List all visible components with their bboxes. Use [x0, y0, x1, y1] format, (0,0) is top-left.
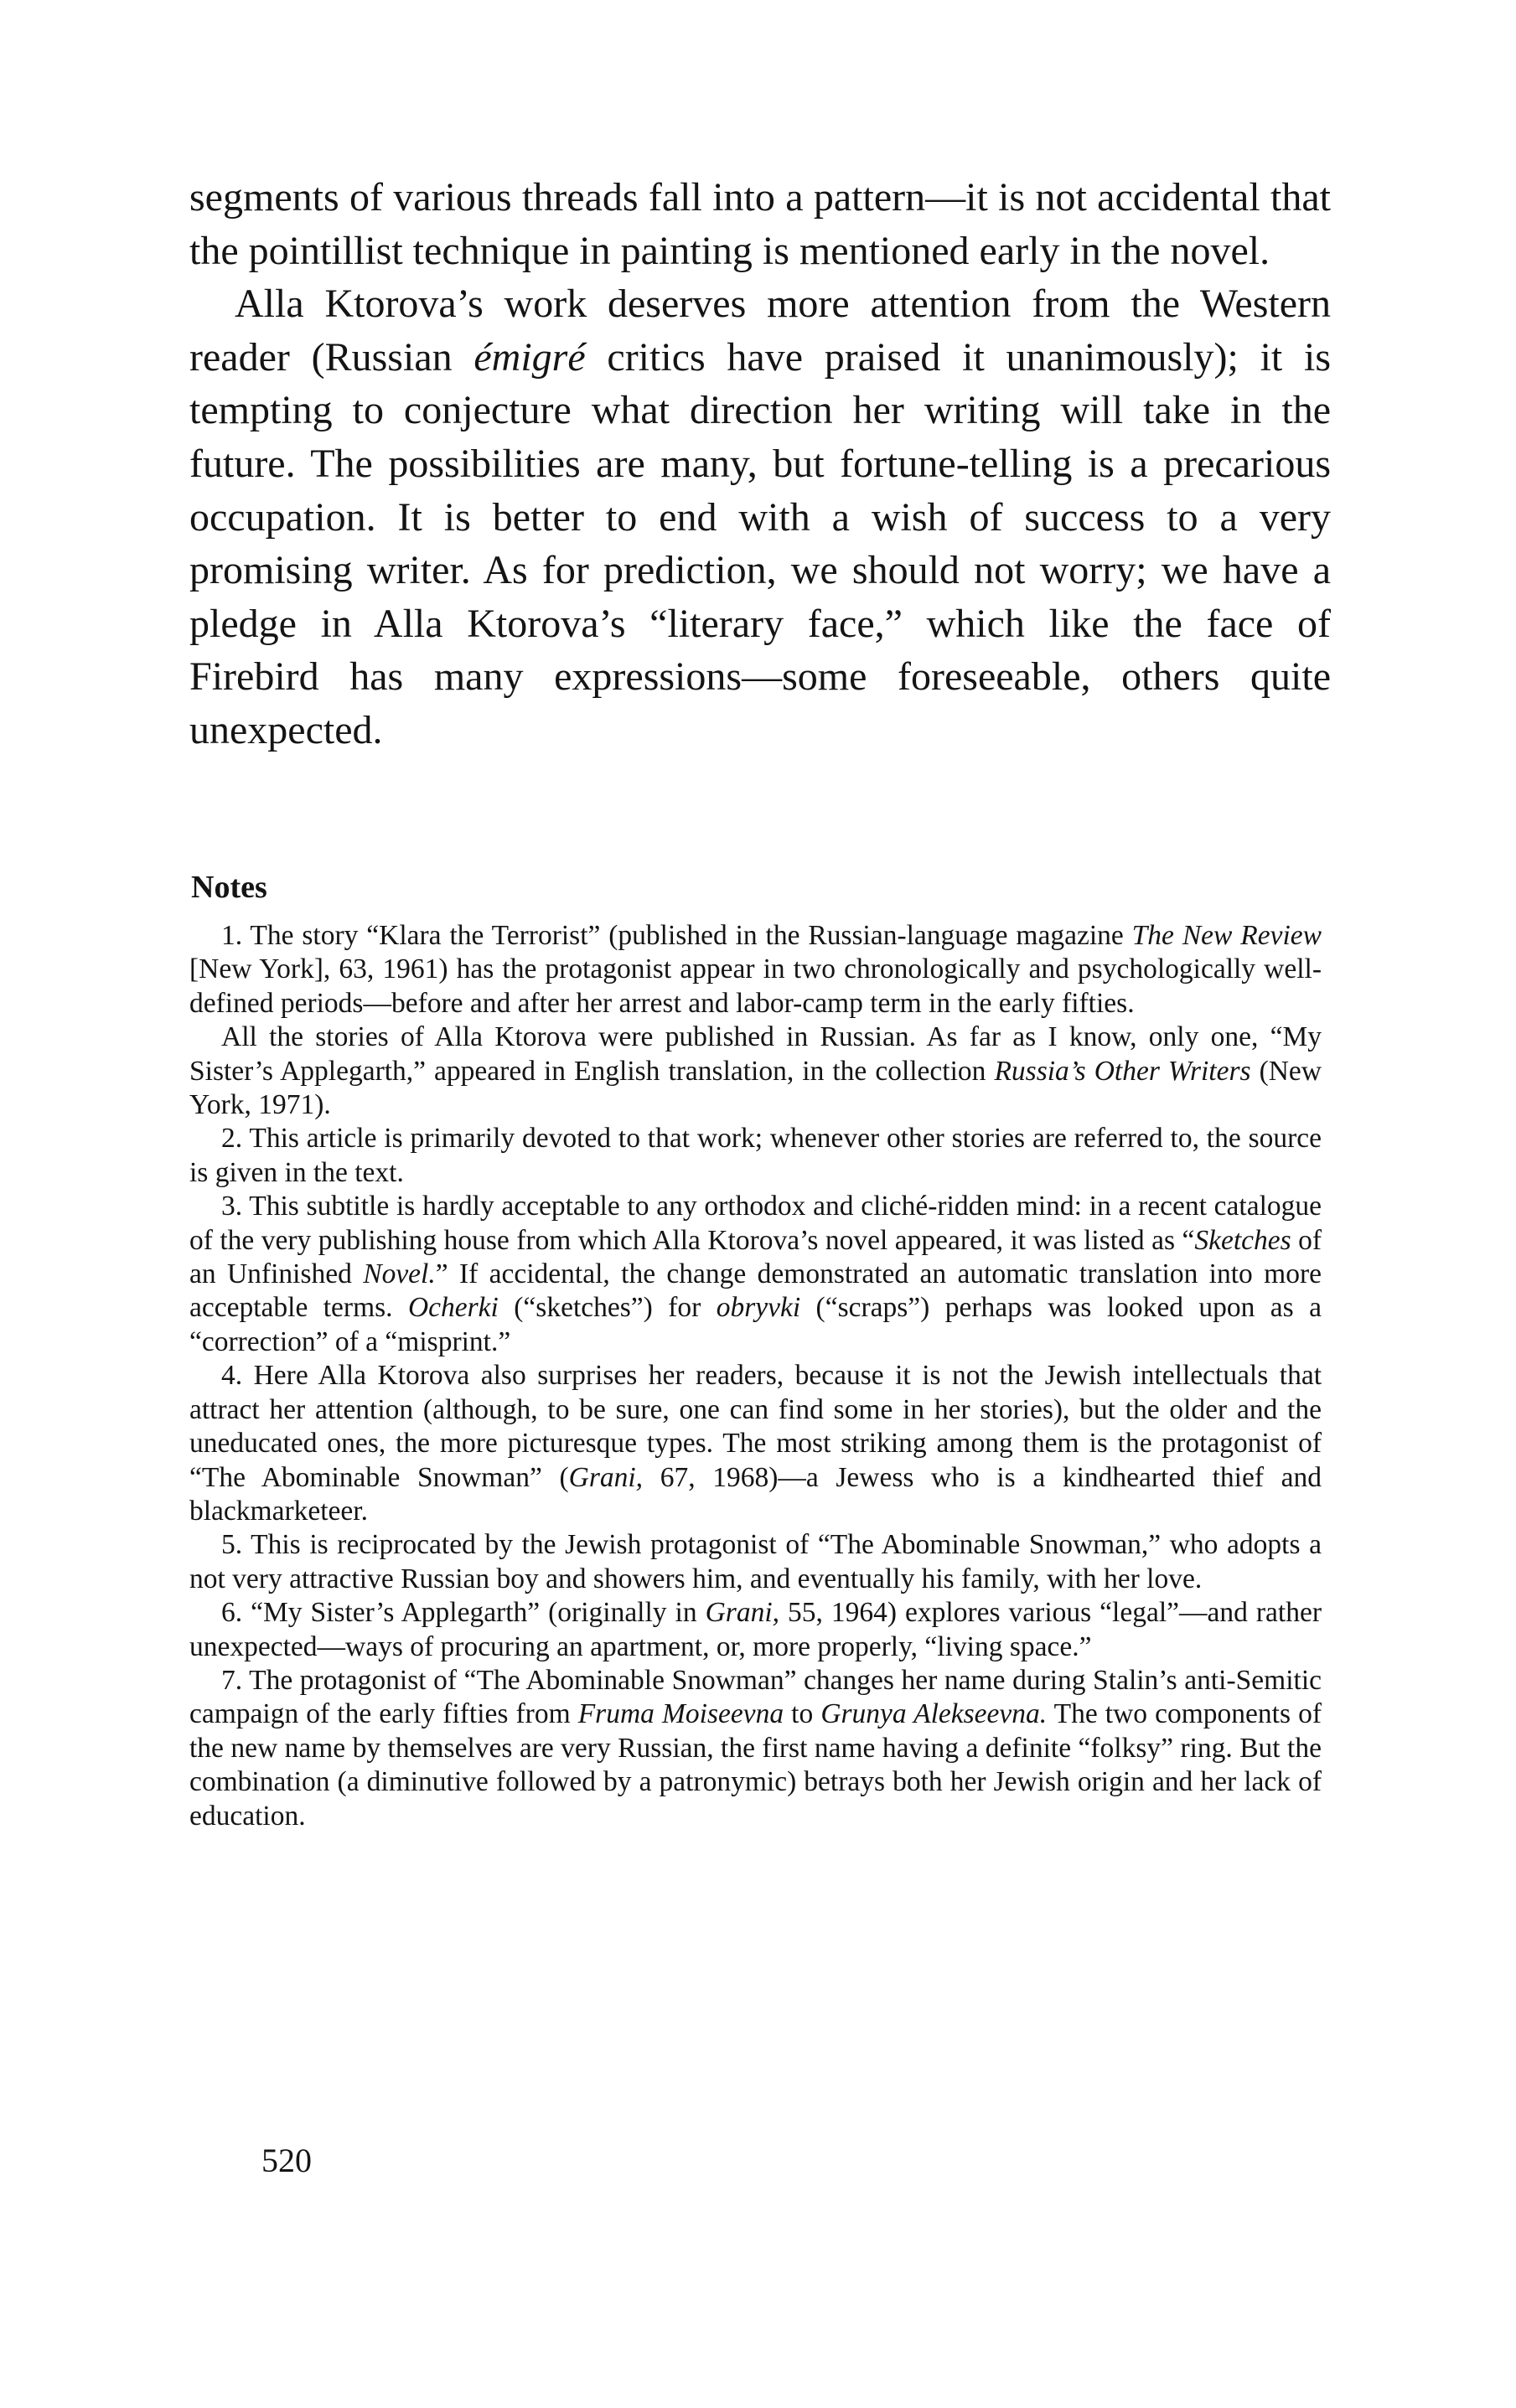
note-4-text-a: 4. Here Alla Ktorova also surprises her readers, because it is not the Jewish intellectuals that attract her attention (although, to be sure, one can find some in her stories), but the older and the uneducated ones, the more picturesque types. The most striking among them is the protagonist of “The Abominable Snowman” ( — [189, 1360, 1322, 1493]
note-2-text: 2. This article is primarily devoted to that work; whenever other stories are referred to, the source is given in the text. — [189, 1123, 1322, 1188]
note-7-fruma: Fruma Moiseevna — [577, 1698, 784, 1730]
notes-heading: Notes — [191, 870, 267, 905]
note-7 — [189, 1664, 1322, 1833]
emigre-italic: émigré — [473, 334, 586, 380]
note-3-text-a: 3. This subtitle is hardly acceptable to any orthodox and cliché-ridden mind: in a recent catalogue of the very publishing house from which Alla Ktorova’s novel appeared, it was listed as “ — [189, 1191, 1322, 1256]
note-1-continued — [189, 1021, 1322, 1122]
note-7-text-b: to — [784, 1698, 821, 1730]
note-7-grunya: Grunya Alekseevna. — [820, 1698, 1048, 1730]
note-4-grani: Grani, — [568, 1461, 644, 1493]
note-5 — [189, 1528, 1322, 1596]
note-4-text-b: 67, 1968)—a Jewess who is a kindhearted thief and blackmarketeer. — [189, 1461, 1322, 1527]
body-paragraph-2 — [189, 277, 1331, 757]
note-6 — [189, 1596, 1322, 1664]
note-3-sketches: Sketches — [1194, 1224, 1291, 1256]
body-text — [189, 171, 1331, 757]
note-2 — [189, 1122, 1322, 1190]
note-7-text-a: 7. The protagonist of “The Abominable Snowman” changes her name during Stalin’s anti-Semitic campaign of the early fifties from — [189, 1664, 1322, 1730]
note-3-text-c: ” If accidental, the change demonstrated an automatic translation into more acceptable terms. — [189, 1258, 1322, 1324]
note-6-text-b: 55, 1964) explores various “legal”—and rather unexpected—ways of procuring an apartment, or, more properly, “living space.” — [189, 1597, 1322, 1662]
body-paragraph-2-text-a: Alla Ktorova’s work deserves more attention from the Western reader (Russian — [189, 282, 1331, 380]
page-number: 520 — [261, 2142, 312, 2179]
note-3 — [189, 1190, 1322, 1359]
note-3-novel: Novel. — [363, 1258, 436, 1290]
note-1c-text-a: All the stories of Alla Ktorova were published in Russian. As far as I know, only one, “My Sister’s Applegarth,” appeared in English translation, in the collection — [189, 1021, 1322, 1087]
note-4 — [189, 1359, 1322, 1528]
note-6-grani: Grani, — [705, 1597, 780, 1629]
note-6-text-a: 6. “My Sister’s Applegarth” (originally in — [221, 1597, 706, 1629]
note-1-text-b: [New York], 63, 1961) has the protagonist appear in two chronologically and psychologically well-defined periods—before and after her arrest and labor-camp term in the early fifties. — [189, 953, 1322, 1019]
note-7-text-c: The two components of the new name by themselves are very Russian, the first name having a definite “folksy” ring. But the combination (a diminutive followed by a patronymic) betrays both her Jewish origin and her lack of education. — [189, 1698, 1322, 1832]
note-1-title: The New Review — [1131, 920, 1322, 951]
note-1c-title: Russia’s Other Writers — [994, 1055, 1251, 1087]
body-paragraph-1 — [189, 171, 1331, 277]
note-3-text-d: (“sketches”) for — [498, 1292, 717, 1324]
body-paragraph-2-text-b: critics have praised it unanimously); it is tempting to conjecture what direction her writing will take in the future. The possibilities are many, but fortune-telling is a precarious occupation. It is better to end with a wish of success to a very promising writer. As for prediction, we should not worry; we have a pledge in Alla Ktorova’s “literary face,” which like the face of Firebird has many expressions—some foreseeable, others quite unexpected. — [189, 334, 1331, 752]
notes-section — [189, 919, 1322, 1833]
note-1c-text-b: (New York, 1971). — [189, 1055, 1322, 1121]
note-3-text-b: of an Unfinished — [189, 1224, 1322, 1290]
body-paragraph-1-text: segments of various threads fall into a pattern—it is not accidental that the pointillist technique in painting is mentioned early in the novel. — [189, 175, 1331, 273]
note-1-text-a: 1. The story “Klara the Terrorist” (published in the Russian-language magazine — [221, 920, 1132, 951]
note-3-text-e: (“scraps”) perhaps was looked upon as a “correction” of a “misprint.” — [189, 1292, 1322, 1357]
note-3-obryvki: obryvki — [716, 1292, 801, 1324]
note-3-ocherki: Ocherki — [407, 1292, 499, 1324]
note-1 — [189, 919, 1322, 1021]
note-5-text: 5. This is reciprocated by the Jewish protagonist of “The Abominable Snowman,” who adopts a not very attractive Russian boy and showers him, and eventually his family, with her love. — [189, 1529, 1322, 1594]
